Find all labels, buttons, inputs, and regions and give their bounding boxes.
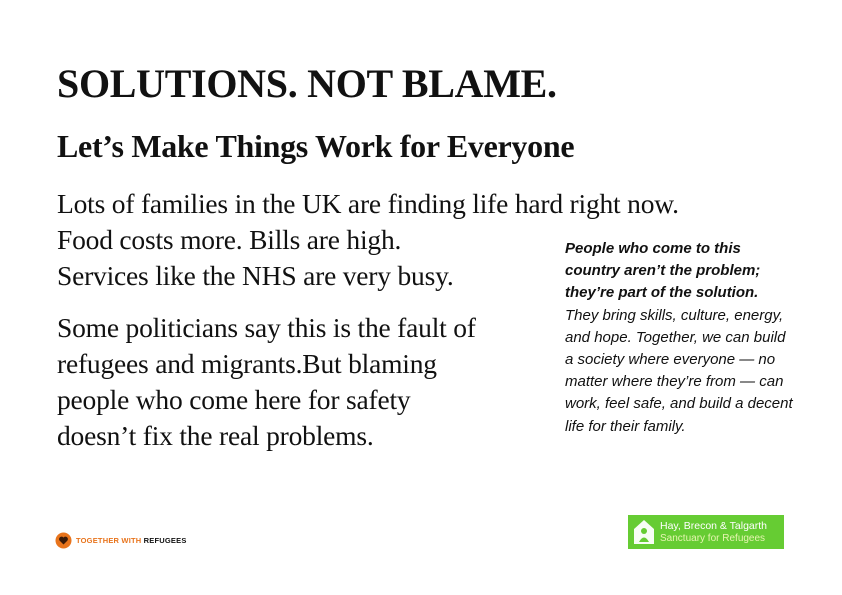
paragraph-line: people who come here for safety [57,384,411,415]
logo-text-part1: TOGETHER WITH [76,535,144,545]
paragraph-line: Services like the NHS are very busy. [57,260,454,291]
sidebar-bold-text: People who come to this country aren’t the problem; they’re part of the solution. [565,240,761,302]
paragraph-line: doesn’t fix the real problems. [57,420,374,451]
paragraph-line: Lots of families in the UK are finding life hard right now. [57,188,679,219]
headline: SOLUTIONS. NOT BLAME. [57,61,557,106]
heart-circle-icon [55,532,72,549]
house-icon [632,518,656,546]
paragraph-line: Food costs more. Bills are high. [57,224,402,255]
sidebar-text: They bring skills, culture, energy, and hope. Together, we can build a society where everyone — no matter where they’re from — can work, feel safe, and build a decent life for their family. [565,306,793,435]
sanctuary-logo-line1: Hay, Brecon & Talgarth [660,519,767,532]
logo-text [76,536,187,545]
logo-text-part2: REFUGEES [143,535,187,545]
sanctuary-logo [628,515,784,549]
paragraph-line: refugees and migrants.But blaming [57,348,437,379]
sanctuary-logo-line2: Sanctuary for Refugees [660,532,766,544]
paragraph-line: Some politicians say this is the fault of [57,312,476,343]
sanctuary-logo-text [660,520,767,545]
paragraph-2 [57,310,557,454]
together-with-refugees-logo [55,532,187,548]
sidebar-quote [565,238,793,438]
subheadline: Let’s Make Things Work for Everyone [57,128,575,164]
